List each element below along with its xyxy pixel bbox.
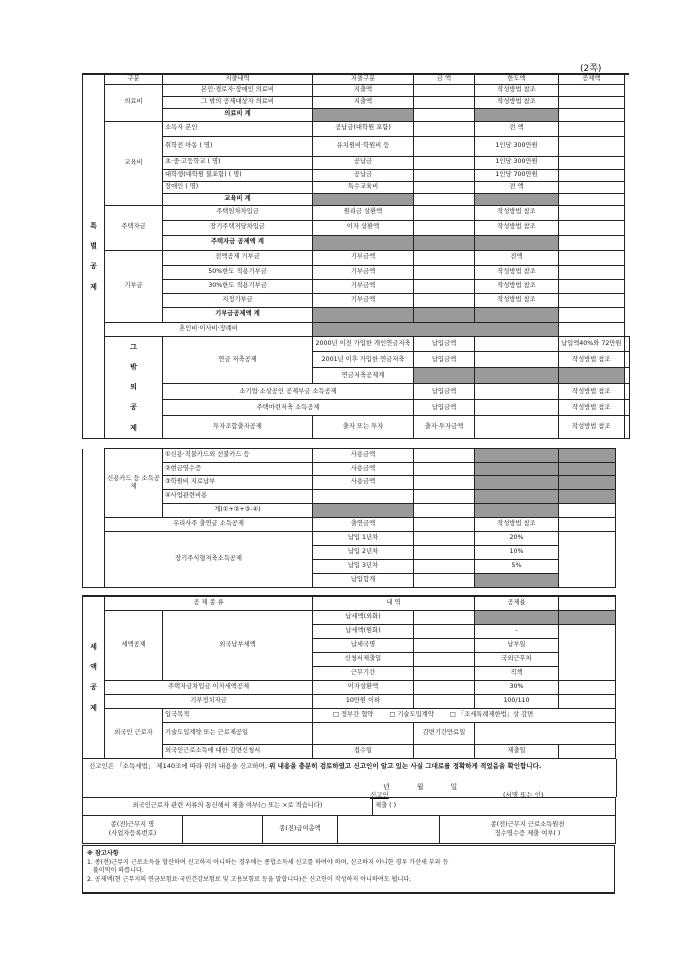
type-cell: 사용금액 bbox=[313, 463, 414, 476]
limit-cell: 10% bbox=[475, 546, 559, 560]
submit-date-label: 제출일 bbox=[475, 744, 559, 758]
limit-cell: 작성방법 참조 bbox=[559, 384, 625, 400]
deduction-input[interactable] bbox=[624, 368, 629, 384]
type-cell: 납입금액 bbox=[414, 336, 475, 352]
shaded-cell bbox=[559, 463, 616, 476]
amount-input[interactable] bbox=[414, 250, 475, 265]
limit-cell: 작성방법 참조 bbox=[559, 352, 625, 368]
deduction-input[interactable] bbox=[559, 96, 625, 108]
col-amount: 금 액 bbox=[414, 74, 475, 84]
category-investment: 투자조합출자공제 bbox=[163, 416, 313, 439]
political-donation: 기부정치자금 bbox=[105, 694, 313, 708]
deduction-input[interactable] bbox=[559, 322, 625, 336]
detail-cell: 그 밖의 공제대상자 의료비 bbox=[163, 96, 313, 108]
detail-cell: ②현금영수증 bbox=[163, 463, 313, 476]
previous-salary-input[interactable] bbox=[338, 816, 440, 844]
detail-cell: 소득자 본인 bbox=[163, 121, 313, 136]
rate-cell: 100/110 bbox=[475, 694, 559, 708]
reduction-end-label: 감면기간만료일 bbox=[414, 722, 475, 744]
category-tax-credit: 세액공제 bbox=[105, 610, 163, 680]
limit-cell: 작성방법 참조 bbox=[475, 265, 559, 279]
rate-cell: 납부일 bbox=[475, 638, 559, 652]
pension-total-label: 연금저축공제계 bbox=[313, 368, 414, 384]
detail-cell: 장기주택저당차입금 bbox=[163, 220, 313, 235]
detail-cell: 2000년 이전 가입한 개인연금저축 bbox=[313, 336, 414, 352]
limit-cell: 5% bbox=[475, 560, 559, 574]
deduction-input[interactable] bbox=[559, 307, 625, 322]
category-education: 교육비 bbox=[105, 121, 163, 205]
amount-input[interactable] bbox=[414, 205, 475, 220]
limit-cell: 전액 bbox=[475, 250, 559, 265]
rate-cell: 30% bbox=[475, 680, 559, 694]
limit-cell: 작성방법 참조 bbox=[475, 205, 559, 220]
amount-input[interactable] bbox=[414, 293, 475, 307]
tech-contract-date-label: 기술도입계약 또는 근로제공일 bbox=[163, 722, 313, 744]
long-stock-total-label: 납입합계 bbox=[313, 574, 414, 588]
category-medical: 의료비 bbox=[105, 84, 163, 121]
type-cell: 납입금액 bbox=[414, 352, 475, 368]
option-government-agreement[interactable]: □ 정부간 협약 bbox=[333, 710, 374, 718]
limit-cell: 작성방법 참조 bbox=[475, 293, 559, 307]
bottom-table bbox=[82, 797, 616, 816]
detail-cell: 지정기부금 bbox=[163, 293, 313, 307]
deduction-input[interactable] bbox=[559, 156, 625, 169]
reduction-end-input[interactable] bbox=[475, 722, 616, 744]
shaded-cell bbox=[475, 307, 559, 322]
tech-contract-date-input[interactable] bbox=[313, 722, 414, 744]
col-category: 구분 bbox=[105, 74, 163, 84]
entry-purpose-label: 입국목적 bbox=[163, 708, 313, 722]
previous-employer-table bbox=[82, 815, 616, 844]
rate-cell: 직책 bbox=[475, 666, 559, 680]
shaded-cell bbox=[414, 368, 475, 384]
foreign-doc-question: 외국인근로자 관련 서류의 통신해서 제출 여부(○ 또는 ×로 적습니다) bbox=[83, 798, 373, 816]
shaded-cell bbox=[559, 449, 616, 463]
notes-box bbox=[82, 845, 615, 894]
deduction-input[interactable] bbox=[559, 136, 625, 156]
deduction-input[interactable] bbox=[559, 205, 625, 220]
amount-input[interactable] bbox=[414, 181, 475, 193]
limit-cell: 납입액40%와 72만원 bbox=[559, 336, 625, 352]
deduction-input[interactable] bbox=[624, 352, 629, 368]
detail-cell: 신청서제출일 bbox=[313, 652, 414, 666]
notes-title: ※ 참고사항 bbox=[87, 850, 119, 857]
note-item: 2. 공제액(현 근무지의 연금보험료·국민건강보험료 및 고용보험료 등을 말합니다)은 신고인이 작성하지 아니하여도 됩니다. bbox=[87, 876, 412, 883]
col-limit: 한도액 bbox=[475, 74, 559, 84]
declaration-text bbox=[89, 761, 611, 771]
detail-cell: 근무기간 bbox=[313, 666, 414, 680]
limit-cell: 작성방법 참조 bbox=[475, 220, 559, 235]
col-credit-rate: 공제율 bbox=[475, 596, 559, 610]
shaded-cell bbox=[475, 574, 559, 588]
type-cell: 사용금액 bbox=[313, 449, 414, 463]
receipt-date-input[interactable] bbox=[414, 744, 475, 758]
shaded-cell bbox=[475, 490, 559, 504]
type-cell: 기부금액 bbox=[313, 265, 414, 279]
education-total-label: 교육비 계 bbox=[163, 193, 313, 205]
deduction-input[interactable] bbox=[559, 220, 625, 235]
type-cell: 원리금 상환액 bbox=[313, 205, 414, 220]
shaded-cell bbox=[475, 368, 559, 384]
amount-input[interactable] bbox=[414, 96, 475, 108]
category-donation: 기부금 bbox=[105, 250, 163, 322]
type-cell: 공납금 bbox=[313, 169, 414, 181]
type-cell: 기부금액 bbox=[313, 250, 414, 265]
detail-cell: 본인·경로자·장애인 의료비 bbox=[163, 84, 313, 96]
housing-savings-deduction: 주택마련저축 소득공제 bbox=[163, 400, 414, 416]
declaration-normal: 신고인은 「소득세법」 제140조에 따라 위의 내용을 신고하며, bbox=[89, 762, 270, 770]
declarant-label: 신고인 bbox=[370, 791, 389, 799]
detail-cell: 50%한도 적용기부금 bbox=[163, 265, 313, 279]
type-cell: 출연금액 bbox=[313, 518, 414, 532]
limit-cell: 작성방법 참조 bbox=[559, 400, 625, 416]
amount-input[interactable] bbox=[414, 546, 475, 560]
limit-cell: 작성방법 참조 bbox=[475, 96, 559, 108]
type-cell: 납입 1년차 bbox=[313, 532, 414, 546]
amount-input[interactable] bbox=[414, 476, 475, 490]
col-credit-detail: 내 역 bbox=[313, 596, 475, 610]
amount-input[interactable] bbox=[414, 220, 475, 235]
section-other: 그 밖 의 공 제 bbox=[105, 336, 163, 438]
type-cell: 납입금액 bbox=[414, 400, 475, 416]
type-cell: 지출액 bbox=[313, 84, 414, 96]
small-business-deduction: 소기업·소상공인 공제부금 소득공제 bbox=[163, 384, 414, 400]
type-cell: 특수교육비 bbox=[313, 181, 414, 193]
option-tech-contract[interactable]: □ 기술도입계약 bbox=[389, 710, 434, 718]
long-term-stock-deduction: 장기주식형저축소득공제 bbox=[105, 532, 313, 588]
section-other-cont bbox=[83, 449, 105, 588]
rate-cell: - bbox=[475, 624, 559, 638]
section-tax-credit: 세 액 공 제 bbox=[83, 596, 105, 758]
declaration-date[interactable] bbox=[383, 782, 484, 792]
type-cell: 이자 상환액 bbox=[313, 220, 414, 235]
limit-cell: 전 액 bbox=[475, 181, 559, 193]
shaded-cell bbox=[313, 307, 414, 322]
detail-cell: 납세국명 bbox=[313, 638, 414, 652]
type-cell: 공납금 bbox=[313, 156, 414, 169]
amount-input[interactable] bbox=[475, 352, 559, 368]
deduction-input[interactable] bbox=[559, 518, 616, 532]
deduction-input[interactable] bbox=[559, 504, 616, 518]
detail-cell: 취학전 아동 ( 명) bbox=[163, 136, 313, 156]
amount-input[interactable] bbox=[475, 336, 559, 352]
limit-cell: 1인당 300만원 bbox=[475, 136, 559, 156]
detail-cell: 주택임차차입금 bbox=[163, 205, 313, 220]
deduction-input[interactable] bbox=[559, 694, 616, 708]
shaded-cell bbox=[559, 490, 616, 504]
amount-input[interactable] bbox=[414, 490, 475, 504]
previous-receipt-label[interactable]: 종(전)근무지 근로소득원천 징수영수증 제출 여부( ) bbox=[440, 816, 616, 844]
deduction-input[interactable] bbox=[559, 235, 625, 250]
category-housing: 주택자금 bbox=[105, 205, 163, 250]
rate-cell: 국외근무처 bbox=[475, 652, 559, 666]
foreign-doc-submit[interactable]: 제출 ( ) bbox=[373, 798, 616, 816]
deduction-input[interactable] bbox=[559, 532, 616, 588]
housing-total-label: 주택자금 공제액 계 bbox=[163, 235, 313, 250]
reduction-application-label: 외국인근로소득에 대한 감면신청서 bbox=[163, 744, 313, 758]
detail-cell: 30%한도 적용기부금 bbox=[163, 279, 313, 293]
shaded-cell bbox=[313, 322, 559, 336]
detail-cell: ④사업관련비용 bbox=[163, 490, 313, 504]
shaded-cell bbox=[313, 235, 414, 250]
deduction-input[interactable] bbox=[559, 293, 625, 307]
wedding-moving-funeral: 혼인비·이사비·장례비 bbox=[105, 322, 313, 336]
entry-purpose-options bbox=[313, 708, 616, 722]
shaded-cell bbox=[475, 504, 559, 518]
deduction-input[interactable] bbox=[559, 108, 625, 121]
amount-input[interactable] bbox=[414, 560, 475, 574]
detail-cell: ③학원비 지로납부 bbox=[163, 476, 313, 490]
amount-input[interactable] bbox=[414, 279, 475, 293]
shaded-cell bbox=[559, 368, 625, 384]
col-deduction: 공제액 bbox=[559, 74, 625, 84]
amount-input[interactable] bbox=[414, 121, 475, 136]
deduction-input[interactable] bbox=[559, 680, 616, 694]
type-cell: 사용금액 bbox=[313, 476, 414, 490]
type-cell: 기부금액 bbox=[313, 279, 414, 293]
deduction-input[interactable] bbox=[559, 121, 625, 136]
tax-credit-table bbox=[82, 595, 616, 759]
detail-cell: 전액공제 기부금 bbox=[163, 250, 313, 265]
limit-cell: 작성방법 참조 bbox=[475, 518, 559, 532]
previous-employer-label: 종(전)근무지 명 (사업자등록번호) bbox=[83, 816, 183, 844]
limit-cell: 작성방법 참조 bbox=[475, 84, 559, 96]
type-cell bbox=[313, 490, 414, 504]
deduction-table-cont bbox=[82, 448, 616, 588]
type-cell: 기부금액 bbox=[313, 293, 414, 307]
amount-input[interactable] bbox=[414, 680, 475, 694]
foreign-tax-paid: 외국납부세액 bbox=[163, 610, 313, 680]
limit-cell: 1인당 300만원 bbox=[475, 156, 559, 169]
amount-input[interactable] bbox=[414, 193, 475, 205]
amount-input[interactable] bbox=[475, 384, 559, 400]
category-pension: 연금 저축공제 bbox=[163, 336, 313, 384]
detail-cell: 대학생(대학원 불포함) ( 명) bbox=[163, 169, 313, 181]
shaded-cell bbox=[559, 610, 616, 624]
shaded-cell bbox=[475, 449, 559, 463]
year-label: 년 bbox=[383, 783, 393, 791]
amount-input[interactable] bbox=[475, 416, 559, 439]
detail-cell: 초·중·고등학교 ( 명) bbox=[163, 156, 313, 169]
deduction-input[interactable] bbox=[559, 181, 625, 193]
card-total-label: 계(①+②+③-④) bbox=[163, 504, 313, 518]
amount-input[interactable] bbox=[414, 610, 475, 624]
shaded-cell bbox=[475, 476, 559, 490]
amount-input[interactable] bbox=[414, 518, 475, 532]
amount-input[interactable] bbox=[475, 400, 559, 416]
col-detail: 지출내역 bbox=[163, 74, 313, 84]
month-label: 월 bbox=[416, 783, 427, 791]
detail-cell: 장애인 ( 명) bbox=[163, 181, 313, 193]
receipt-date-label: 접수일 bbox=[313, 744, 414, 758]
deduction-input[interactable] bbox=[559, 265, 625, 279]
detail-cell: ①신용·직불카드외 선불카드 등 bbox=[163, 449, 313, 463]
limit-cell: 작성방법 참조 bbox=[559, 416, 625, 439]
type-cell: 납입금액 bbox=[414, 384, 475, 400]
amount-input[interactable] bbox=[414, 156, 475, 169]
shaded-cell bbox=[475, 193, 559, 205]
shaded-cell bbox=[313, 108, 414, 121]
type-cell: 납입 2년차 bbox=[313, 546, 414, 560]
note-item: 불이익이 따릅니다. bbox=[87, 867, 144, 874]
amount-input[interactable] bbox=[414, 463, 475, 476]
day-label: 일 bbox=[450, 783, 461, 791]
amount-input[interactable] bbox=[414, 108, 475, 121]
detail-cell: 10만원 이하 bbox=[313, 694, 414, 708]
deduction-input[interactable] bbox=[559, 84, 625, 96]
limit-cell: 20% bbox=[475, 532, 559, 546]
shaded-cell bbox=[414, 235, 475, 250]
option-special-tax-act[interactable]: □ 「조세특례제한법」상 감면 bbox=[449, 710, 534, 718]
type-cell: 납입 3년차 bbox=[313, 560, 414, 574]
previous-salary-label: 종(전)급여총액 bbox=[263, 816, 338, 844]
amount-input[interactable] bbox=[414, 504, 475, 518]
amount-input[interactable] bbox=[414, 638, 475, 652]
col-type: 지출구분 bbox=[313, 74, 414, 84]
donation-total-label: 기부금공제액 계 bbox=[163, 307, 313, 322]
submit-date-input[interactable] bbox=[559, 744, 616, 758]
deduction-table bbox=[82, 73, 630, 439]
shaded-cell bbox=[414, 307, 475, 322]
amount-input[interactable] bbox=[414, 265, 475, 279]
deduction-input[interactable] bbox=[559, 169, 625, 181]
deduction-input[interactable] bbox=[559, 624, 616, 680]
amount-input[interactable] bbox=[414, 84, 475, 96]
section-special: 특 별 공 제 bbox=[83, 74, 105, 438]
type-cell: 출자·투자금액 bbox=[414, 416, 475, 439]
type-cell: 지출액 bbox=[313, 96, 414, 108]
medical-total-label: 의료비 계 bbox=[163, 108, 313, 121]
limit-cell: 전 액 bbox=[475, 121, 559, 136]
detail-cell: 2001년 이후 가입한 연금저축 bbox=[313, 352, 414, 368]
deduction-input[interactable] bbox=[624, 400, 629, 416]
amount-input[interactable] bbox=[414, 694, 475, 708]
amount-input[interactable] bbox=[414, 666, 475, 680]
esop-deduction: 우리사주 출연금 소득공제 bbox=[105, 518, 313, 532]
detail-cell: 납세액(원화) bbox=[313, 624, 414, 638]
amount-input[interactable] bbox=[414, 532, 475, 546]
deduction-input[interactable] bbox=[559, 279, 625, 293]
limit-cell: 1인당 700만원 bbox=[475, 169, 559, 181]
housing-interest-credit: 주택자금차입금 이자세액공제 bbox=[105, 680, 313, 694]
shaded-cell bbox=[475, 235, 559, 250]
deduction-input[interactable] bbox=[624, 336, 629, 352]
shaded-cell bbox=[559, 476, 616, 490]
detail-cell: 이자상환액 bbox=[313, 680, 414, 694]
amount-input[interactable] bbox=[414, 136, 475, 156]
amount-input[interactable] bbox=[414, 624, 475, 638]
shaded-cell bbox=[313, 193, 414, 205]
col-credit-kind: 공 제 종 류 bbox=[105, 596, 313, 610]
type-cell: 공납금(대학원 포함) bbox=[313, 121, 414, 136]
amount-input[interactable] bbox=[414, 574, 475, 588]
previous-employer-input[interactable] bbox=[183, 816, 263, 844]
type-cell: 유치원비·학원비 등 bbox=[313, 136, 414, 156]
shaded-cell bbox=[313, 504, 414, 518]
shaded-cell bbox=[475, 610, 559, 624]
deduction-input[interactable] bbox=[559, 193, 625, 205]
deduction-input[interactable] bbox=[624, 384, 629, 400]
note-item: 1. 종(전)근무지 근로소득을 합산하여 신고하지 아니하는 경우에는 종합소득세 신고를 하여야 하며, 신고하지 아니한 경우 가산세 부과 등 bbox=[87, 859, 449, 866]
category-card: 신용카드 등 소득공제 bbox=[105, 449, 163, 518]
detail-cell: 출자 또는 투자 bbox=[313, 416, 414, 439]
signature-field[interactable]: (서명 또는 인) bbox=[503, 791, 544, 799]
declaration bbox=[82, 759, 617, 797]
header-row bbox=[83, 74, 630, 84]
amount-input[interactable] bbox=[414, 449, 475, 463]
deduction-input[interactable] bbox=[559, 250, 625, 265]
detail-cell: 납세액(외화) bbox=[313, 610, 414, 624]
declaration-bold: 위 내용을 충분히 검토하였고 신고인이 알고 있는 사실 그대로를 정확하게 적었음을 확인합니다. bbox=[269, 762, 542, 770]
amount-input[interactable] bbox=[414, 652, 475, 666]
page-number: (2쪽) bbox=[580, 64, 602, 74]
category-foreign-worker: 외국인 근로자 bbox=[105, 708, 163, 758]
deduction-input[interactable] bbox=[559, 596, 616, 610]
shaded-cell bbox=[475, 463, 559, 476]
deduction-input[interactable] bbox=[624, 416, 629, 439]
shaded-cell bbox=[475, 108, 559, 121]
limit-cell: 작성방법 참조 bbox=[475, 279, 559, 293]
amount-input[interactable] bbox=[414, 169, 475, 181]
